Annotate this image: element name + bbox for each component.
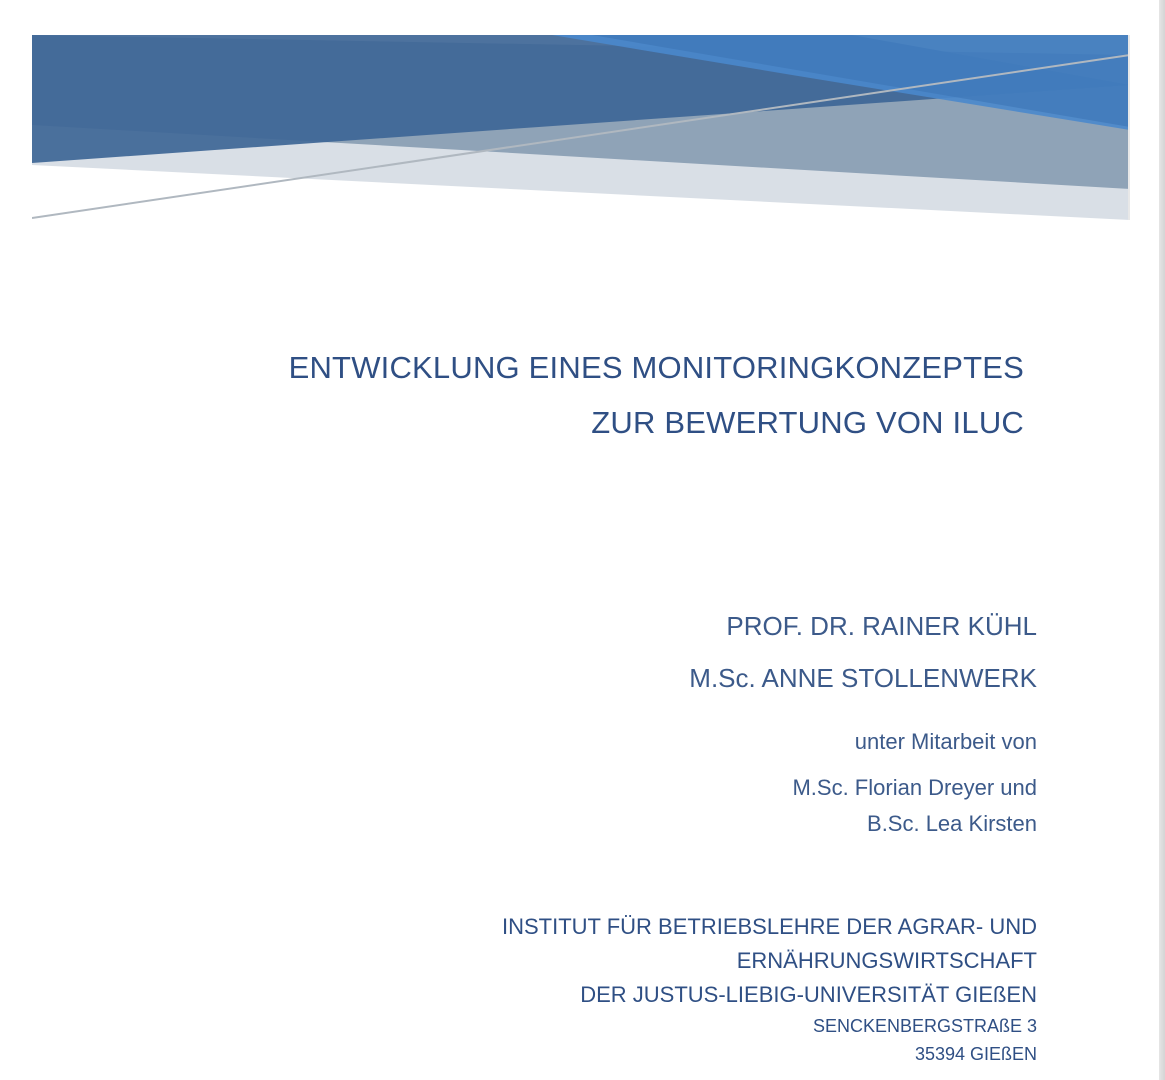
institute-line: INSTITUT FÜR BETRIEBSLEHRE DER AGRAR- UND <box>502 914 1037 939</box>
institute-block <box>502 910 1037 1012</box>
banner-edge <box>1128 35 1130 220</box>
institute-line: DER JUSTUS-LIEBIG-UNIVERSITÄT GIEßEN <box>580 982 1037 1007</box>
address-city: 35394 GIEßEN <box>914 1044 1037 1064</box>
collaborator-name: B.Sc. Lea Kirsten <box>867 811 1037 836</box>
collaboration-block <box>792 722 1037 842</box>
institute-line: ERNÄHRUNGSWIRTSCHAFT <box>736 948 1037 973</box>
author-name: PROF. DR. RAINER KÜHL <box>726 611 1037 641</box>
title-line-1: ENTWICKLUNG EINES MONITORINGKONZEPTES <box>288 350 1024 385</box>
title-line-2: ZUR BEWERTUNG VON ILUC <box>591 405 1024 440</box>
collaborator-name: M.Sc. Florian Dreyer und <box>792 775 1037 800</box>
collaboration-intro: unter Mitarbeit von <box>854 729 1037 754</box>
address-street: SENCKENBERGSTRAßE 3 <box>812 1016 1037 1036</box>
cover-banner-graphic <box>32 35 1130 220</box>
author-list <box>689 600 1037 704</box>
author-name: M.Sc. ANNE STOLLENWERK <box>689 663 1037 693</box>
page-edge <box>1159 0 1165 1080</box>
document-title <box>289 340 1024 450</box>
address-block <box>813 1012 1037 1068</box>
